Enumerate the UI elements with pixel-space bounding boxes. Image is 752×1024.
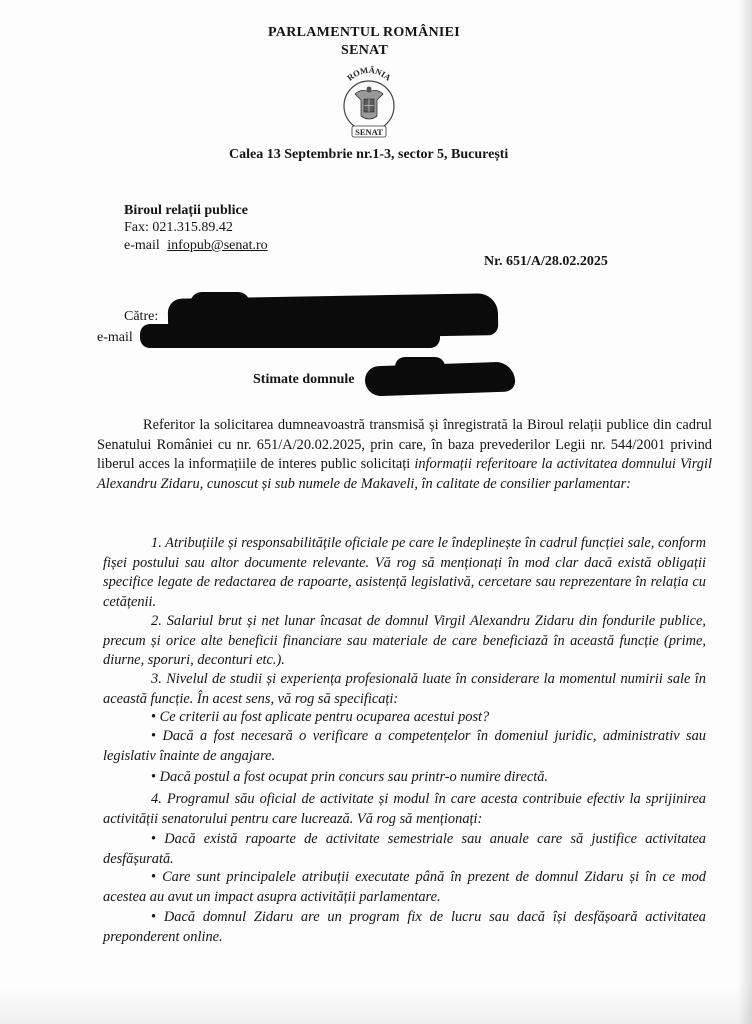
item3-bullet-3: • Dacă postul a fost ocupat prin concurs sau printr-o numire directă. (103, 768, 706, 788)
redaction-mark-2 (395, 357, 445, 371)
salutation: Stimate domnule (253, 372, 355, 387)
office-email-row (124, 238, 268, 254)
page-edge-shadow (738, 0, 752, 1024)
office-email-label: e-mail (124, 238, 160, 253)
intro-paragraph (97, 416, 712, 494)
office-name: Biroul relații publice (124, 203, 248, 218)
svg-text:SENAT: SENAT (355, 127, 383, 137)
page-bottom-shadow (0, 984, 752, 1024)
office-fax: Fax: 021.315.89.42 (124, 220, 233, 235)
item4-bullet-1: • Dacă există rapoarte de activitate semestriale sau anuale care să justifice activitatea desfășurată. (103, 830, 706, 869)
header-institution: PARLAMENTUL ROMÂNIEI (268, 25, 461, 40)
request-item-2: 2. Salariul brut și net lunar încasat de domnul Virgil Alexandru Zidaru din fondurile publice, precum și orice alte beneficii financiare sau materiale de care beneficiază în această funcție (prime, diurne, sporuri, deconturi etc.). (103, 613, 706, 668)
item3-bullet-2: • Dacă a fost necesară o verificare a competențelor în domeniul juridic, administrativ sau legislativ înainte de angajare. (103, 727, 706, 766)
senate-seal-icon (335, 58, 403, 146)
redaction-recipient-email (140, 324, 440, 348)
office-email-link[interactable]: infopub@senat.ro (167, 238, 268, 253)
intro-text: Referitor la solicitarea dumneavoastră transmisă și înregistrată la Biroul relații publice din cadrul Senatului României cu nr. 651/A/20.02.2025, prin care, în baza prevederilor Legii nr. 544/2001 privind liberul acces la informațiile de interes public solicitați (97, 417, 712, 472)
request-item-4: 4. Programul său oficial de activitate și modul în care acesta contribuie efectiv la sprijinirea activității senatorului pentru care lucrează. Vă rog să menționați: (103, 791, 706, 827)
item4-bullet-3: • Dacă domnul Zidaru are un program fix de lucru sau dacă își desfășoară activitatea preponderent online. (103, 908, 706, 947)
intro-italic-text: informații referitoare la activitatea domnului Virgil Alexandru Zidaru, cunoscut și sub numele de Makaveli, în calitate de consilier parlamentar: (97, 456, 712, 492)
redaction-mark (190, 292, 250, 312)
request-item-1: 1. Atribuțiile și responsabilitățile oficiale pe care le îndeplinește în cadrul funcției sale, conform fișei postului sau altor documente relevante. Vă rog să menționați în mod clar dacă există obligații specifice legate de redactarea de rapoarte, asistență legislativă, cercetare sau reprezentare în relația cu cetățenii. (103, 535, 706, 610)
svg-text:ROMÂNIA: ROMÂNIA (345, 64, 393, 83)
header-chamber: SENAT (341, 43, 389, 58)
reference-number: Nr. 651/A/28.02.2025 (484, 254, 608, 269)
recipient-to-label: Către: (124, 309, 159, 324)
request-item-3: 3. Nivelul de studii și experiența profesională luate în considerare la momentul numirii sale în această funcție. În acest sens, vă rog să specificați: (103, 671, 706, 707)
header-address: Calea 13 Septembrie nr.1-3, sector 5, București (229, 147, 509, 162)
item4-bullet-2: • Care sunt principalele atribuții executate până în prezent de domnul Zidaru și în ce mod acestea au avut un impact asupra activității parlamentare. (103, 868, 706, 907)
item3-bullet-1: • Ce criterii au fost aplicate pentru ocuparea acestui post? (103, 708, 706, 728)
recipient-email-label: e-mail (97, 330, 133, 345)
